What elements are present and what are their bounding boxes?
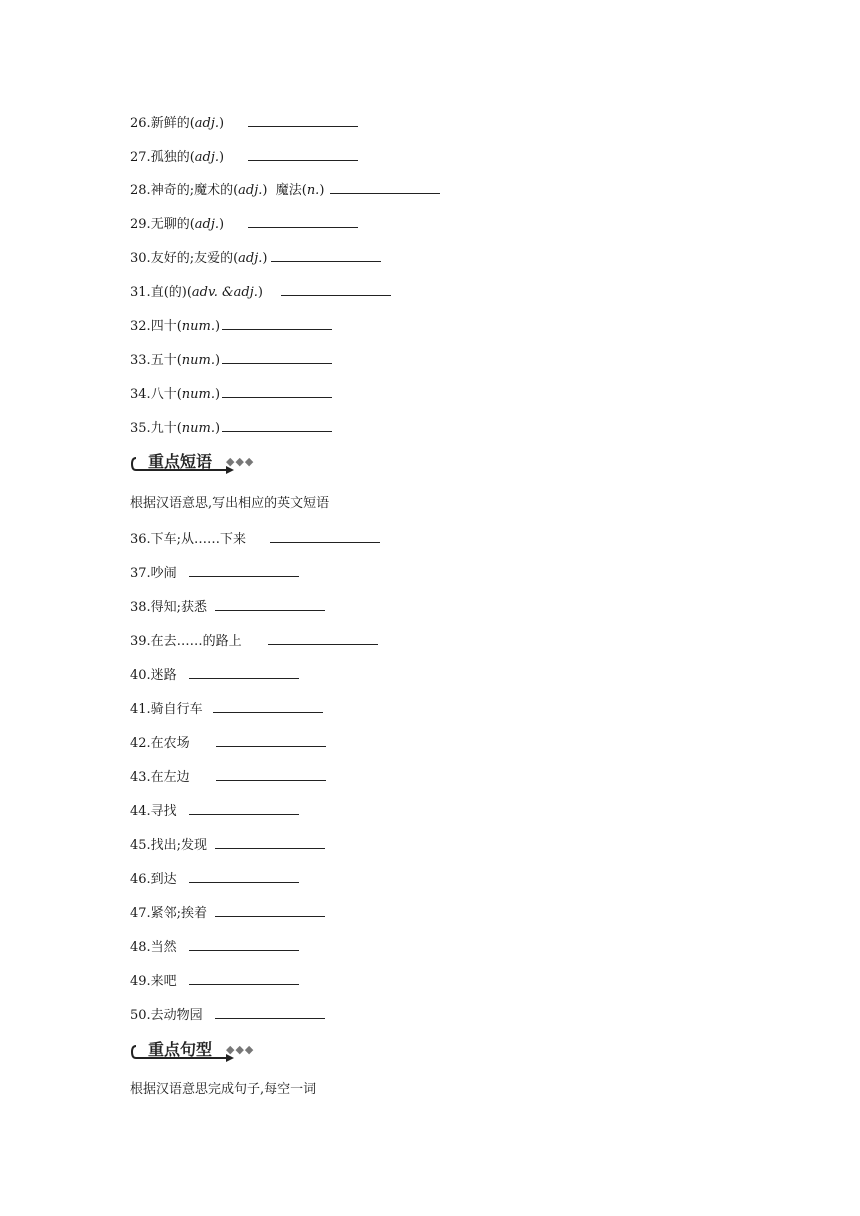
- answer-blank[interactable]: [216, 732, 326, 747]
- section-instruction: 根据汉语意思,写出相应的英文短语: [130, 496, 330, 511]
- item-number: 32.: [130, 319, 151, 334]
- item-pos: adv. &adj.: [191, 285, 258, 300]
- phrase-item: [130, 528, 380, 548]
- phrase-item: [130, 664, 299, 684]
- section-header-phrases: [130, 452, 280, 478]
- item-text: 46.到达: [130, 872, 177, 887]
- item-chinese: 直(的)(: [150, 285, 192, 300]
- vocab-item: [130, 146, 358, 166]
- item-text: 48.当然: [130, 940, 177, 955]
- item-number: 28.: [130, 183, 151, 198]
- item-pos: adj.: [194, 150, 220, 165]
- phrase-item: [130, 868, 299, 888]
- item-number: 34.: [130, 387, 151, 402]
- answer-blank[interactable]: [222, 349, 332, 364]
- phrase-item: [130, 630, 378, 650]
- answer-blank[interactable]: [215, 902, 325, 917]
- item-number: 27.: [130, 150, 151, 165]
- item-paren: ): [257, 285, 263, 300]
- answer-blank[interactable]: [189, 868, 299, 883]
- answer-blank[interactable]: [215, 596, 325, 611]
- item-paren: ): [214, 421, 221, 436]
- phrase-item: [130, 970, 299, 990]
- phrase-item: [130, 834, 325, 854]
- item-text: 39.在去……的路上: [130, 634, 242, 649]
- phrase-item: [130, 562, 299, 582]
- answer-blank[interactable]: [189, 664, 299, 679]
- item-chinese: 孤独的(: [150, 150, 195, 165]
- answer-blank[interactable]: [215, 834, 325, 849]
- item-text: 47.紧邻;挨着: [130, 906, 208, 921]
- item-paren: ): [214, 353, 221, 368]
- item-text: 41.骑自行车: [130, 702, 203, 717]
- item-text: 36.下车;从……下来: [130, 532, 247, 547]
- item-paren: ): [219, 217, 225, 232]
- item-chinese: 五十(: [150, 353, 182, 368]
- item-text: 45.找出;发现: [130, 838, 208, 853]
- vocab-item: [130, 383, 332, 403]
- answer-blank[interactable]: [268, 630, 378, 645]
- vocab-item: [130, 315, 332, 335]
- item-chinese: 九十(: [150, 421, 182, 436]
- phrase-item: [130, 732, 326, 752]
- vocab-item: [130, 417, 332, 437]
- section-header-sentences: [130, 1040, 280, 1066]
- answer-blank[interactable]: [248, 213, 358, 228]
- item-text: 49.来吧: [130, 974, 177, 989]
- item-pos: num.: [181, 387, 215, 402]
- item-pos: adj.: [194, 217, 220, 232]
- item-chinese: 神奇的;魔术的(: [150, 183, 239, 198]
- item-text: 38.得知;获悉: [130, 600, 208, 615]
- phrase-item: [130, 1004, 325, 1024]
- section-title: 重点句型: [148, 1040, 213, 1059]
- answer-blank[interactable]: [215, 1004, 325, 1019]
- section-instruction: 根据汉语意思完成句子,每空一词: [130, 1082, 317, 1097]
- answer-blank[interactable]: [189, 800, 299, 815]
- answer-blank[interactable]: [222, 383, 332, 398]
- item-number: 30.: [130, 251, 151, 266]
- item-text: 43.在左边: [130, 770, 190, 785]
- item-chinese: 无聊的(: [150, 217, 195, 232]
- item-text: 37.吵闹: [130, 566, 177, 581]
- answer-blank[interactable]: [271, 247, 381, 262]
- answer-blank[interactable]: [248, 146, 358, 161]
- item-number: 26.: [130, 116, 151, 131]
- item-pos: adj.: [194, 116, 220, 131]
- item-pos: n.: [306, 183, 320, 198]
- item-paren: ): [262, 251, 268, 266]
- item-pos: adj.: [238, 251, 263, 266]
- phrase-item: [130, 800, 299, 820]
- answer-blank[interactable]: [222, 315, 332, 330]
- item-text: 44.寻找: [130, 804, 177, 819]
- item-number: 31.: [130, 285, 151, 300]
- answer-blank[interactable]: [213, 698, 323, 713]
- item-chinese: 八十(: [150, 387, 182, 402]
- section-title: 重点短语: [148, 452, 213, 471]
- answer-blank[interactable]: [189, 970, 299, 985]
- answer-blank[interactable]: [189, 936, 299, 951]
- vocab-item: [130, 112, 358, 132]
- item-paren: ): [214, 319, 221, 334]
- answer-blank[interactable]: [189, 562, 299, 577]
- phrase-item: [130, 936, 299, 956]
- diamond-icon: ◆◆◆: [226, 455, 255, 468]
- item-pos: num.: [181, 319, 215, 334]
- item-number: 33.: [130, 353, 151, 368]
- item-chinese: 新鲜的(: [150, 116, 195, 131]
- answer-blank[interactable]: [216, 766, 326, 781]
- vocab-item: [130, 213, 358, 233]
- phrase-item: [130, 766, 326, 786]
- item-paren: ) 魔法(: [262, 183, 307, 198]
- answer-blank[interactable]: [281, 281, 391, 296]
- item-paren: ): [214, 387, 221, 402]
- vocab-item: [130, 179, 440, 199]
- answer-blank[interactable]: [330, 179, 440, 194]
- vocab-item: [130, 247, 381, 267]
- phrase-item: [130, 596, 325, 616]
- item-number: 29.: [130, 217, 151, 232]
- vocab-item: [130, 281, 391, 301]
- item-text: 50.去动物园: [130, 1008, 203, 1023]
- item-chinese: 四十(: [150, 319, 182, 334]
- answer-blank[interactable]: [248, 112, 358, 127]
- item-paren: ): [219, 116, 225, 131]
- vocab-item: [130, 349, 332, 369]
- item-text: 42.在农场: [130, 736, 190, 751]
- answer-blank[interactable]: [222, 417, 332, 432]
- item-number: 35.: [130, 421, 151, 436]
- phrase-item: [130, 902, 325, 922]
- diamond-icon: ◆◆◆: [226, 1043, 255, 1056]
- item-pos: adj.: [238, 183, 263, 198]
- item-text: 40.迷路: [130, 668, 177, 683]
- item-paren: ): [219, 150, 225, 165]
- item-pos: num.: [181, 421, 215, 436]
- answer-blank[interactable]: [270, 528, 380, 543]
- phrase-item: [130, 698, 323, 718]
- item-pos: num.: [181, 353, 215, 368]
- item-chinese: 友好的;友爱的(: [150, 251, 239, 266]
- item-paren: ): [319, 183, 325, 198]
